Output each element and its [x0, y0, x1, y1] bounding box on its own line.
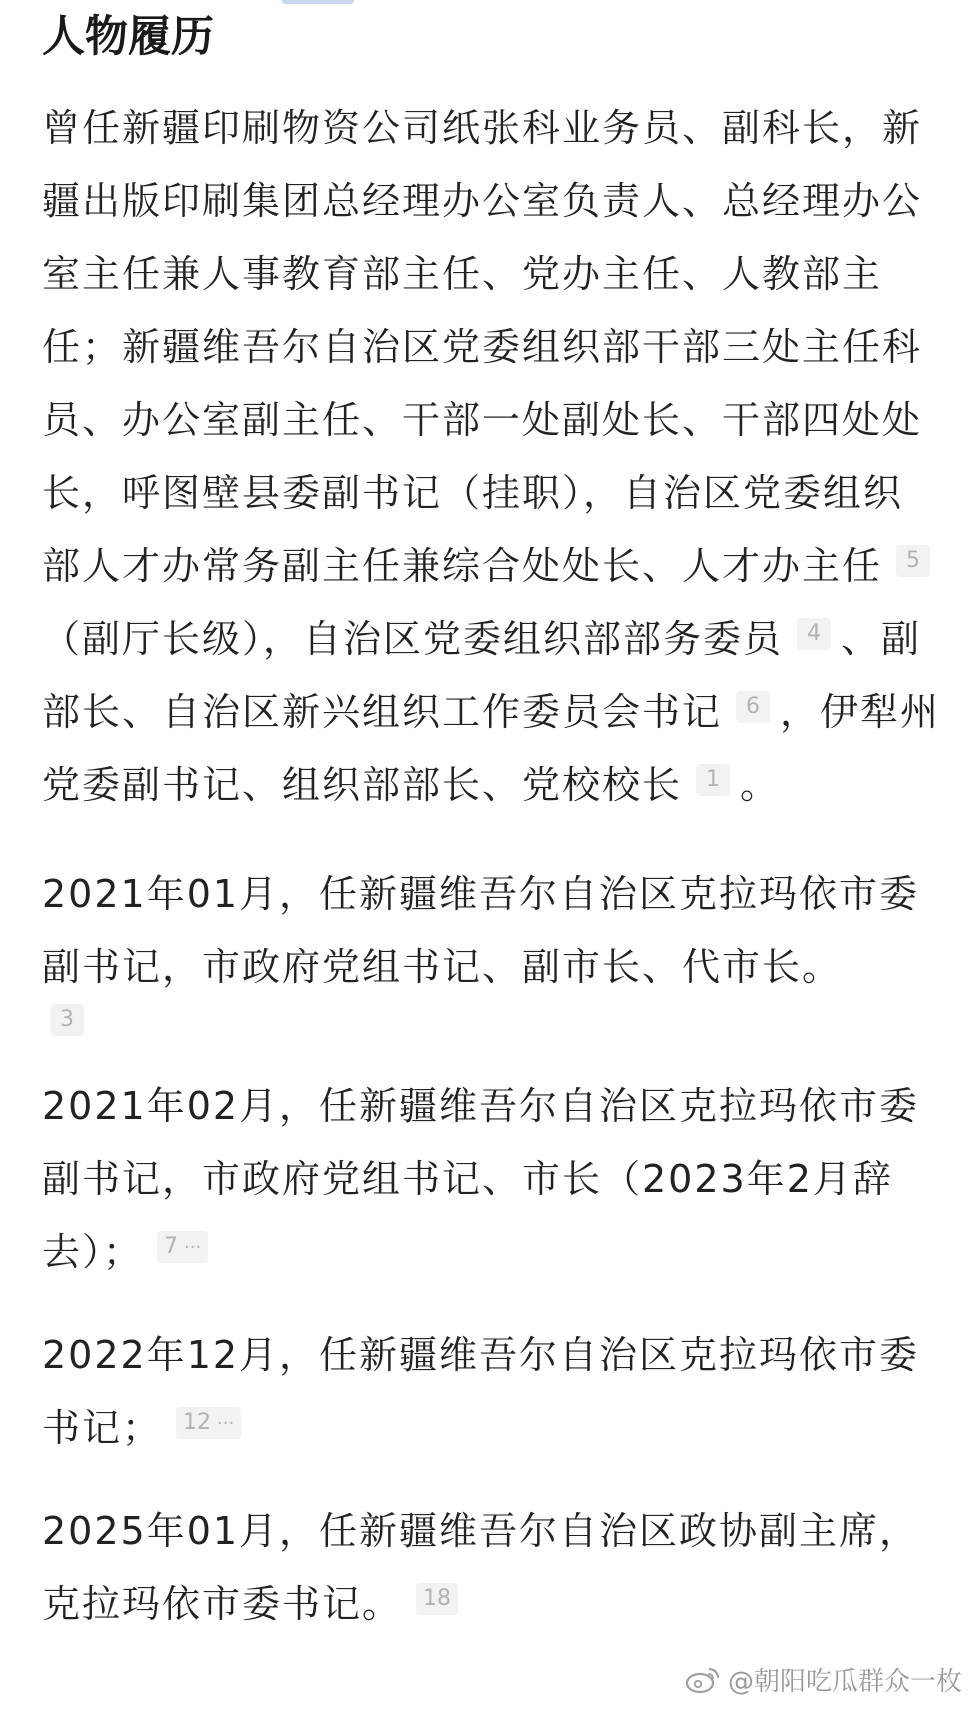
citation-number: 7 [164, 1234, 179, 1259]
citation-more-icon: ··· [184, 1237, 202, 1258]
citation-badge-3[interactable]: 3 [50, 1004, 84, 1036]
citation-number: 12 [183, 1410, 212, 1435]
citation-badge-5[interactable]: 5 [896, 545, 930, 577]
career-paragraph-1 [42, 92, 942, 822]
citation-more-icon: ··· [217, 1413, 235, 1434]
citation-badge-6[interactable]: 6 [736, 691, 770, 723]
citation-badge-18[interactable]: 18 [416, 1583, 458, 1615]
citation-badge-4[interactable]: 4 [797, 618, 831, 650]
paragraph-text: 2021年02月，任新疆维吾尔自治区克拉玛依市委副书记，市政府党组书记、市长（2023年2月辞去）； [42, 1084, 920, 1274]
paragraph-text: 、副部长、自治区新兴组织工作委员会书记 [42, 617, 922, 734]
weibo-watermark [684, 1659, 962, 1699]
citation-badge-12[interactable] [176, 1407, 241, 1439]
career-paragraph-2 [42, 858, 942, 1036]
career-paragraph-4 [42, 1319, 942, 1465]
citation-badge-7[interactable] [157, 1231, 208, 1263]
paragraph-text: 曾任新疆印刷物资公司纸张科业务员、副科长，新疆出版印刷集团总经理办公室负责人、总经理办公室主任兼人事教育部主任、党办主任、人教部主任；新疆维吾尔自治区党委组织部干部三处主任科员、办公室副主任、干部一处副处长、干部四处处长，呼图壁县委副书记（挂职），自治区党委组织部人才办常务副主任兼综合处处长、人才办主任 [42, 106, 923, 588]
paragraph-text: 2021年01月，任新疆维吾尔自治区克拉玛依市委副书记，市政府党组书记、副市长、代市长。 [42, 872, 920, 989]
watermark-text: @朝阳吃瓜群众一枚 [727, 1666, 962, 1697]
weibo-icon [684, 1664, 722, 1694]
paragraph-text: 2022年12月，任新疆维吾尔自治区克拉玛依市委书记； [42, 1333, 920, 1450]
paragraph-text: 2025年01月，任新疆维吾尔自治区政协副主席，克拉玛依市委书记。 [42, 1509, 920, 1626]
paragraph-text: （副厅长级），自治区党委组织部部务委员 [42, 617, 784, 661]
paragraph-text: ，伊犁州党委副书记、组织部部长、党校校长 [42, 690, 941, 807]
career-paragraph-3 [42, 1070, 942, 1289]
biography-section [42, 0, 942, 1641]
paragraph-text: 。 [740, 763, 781, 807]
career-paragraph-5 [42, 1495, 942, 1641]
section-title: 人物履历 [42, 12, 214, 62]
citation-badge-1[interactable]: 1 [696, 764, 730, 796]
